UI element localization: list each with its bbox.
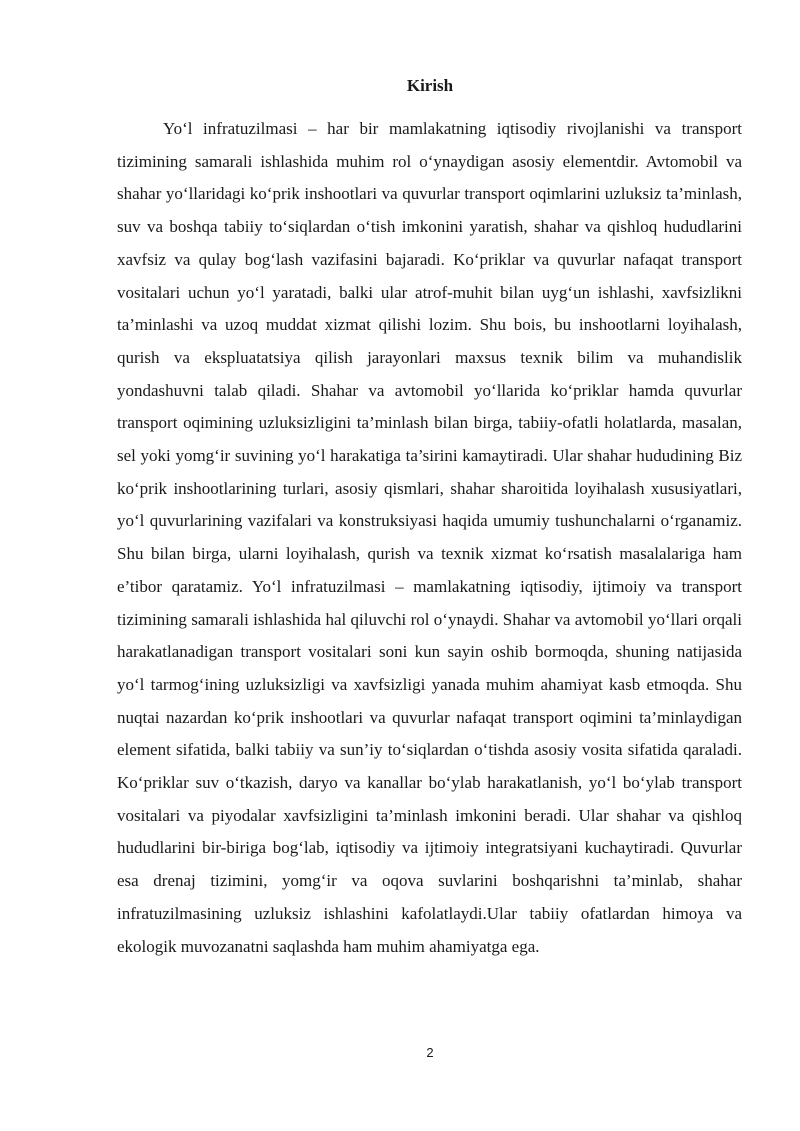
section-title: Kirish <box>406 76 454 95</box>
page-number: 2 <box>426 1045 434 1060</box>
paragraph: Yo‘l infratuzilmasi – har bir mamlakatning iqtisodiy rivojlanishi va transport tizimining samarali ishlashida muhim rol o‘ynaydigan asosiy elementdir. Avtomobil va shahar yo‘llaridagi ko‘prik inshootlari va quvurlar transport oqimlarini uzluksiz ta’minlash, suv va boshqa tabiiy to‘siqlardan o‘tish imkonini yaratish, shahar va qishloq hududlarini xavfsiz va qulay bog‘lash vazifasini bajaradi. Ko‘priklar va quvurlar nafaqat transport vositalari uchun yo‘l yaratadi, balki ular atrof-muhit bilan uyg‘un ishlashi, xavfsizlikni ta’minlashi va uzoq muddat xizmat qilishi lozim. Shu bois, bu inshootlarni loyihalash, qurish va ekspluatatsiya qilish jarayonlari maxsus texnik bilim va muhandislik yondashuvni talab qiladi. Shahar va avtomobil yo‘llarida ko‘priklar hamda quvurlar transport oqimining uzluksizligini ta’minlash bilan birga, tabiiy-ofatli holatlarda, masalan, sel yoki yomg‘ir suvining yo‘l harakatiga ta’sirini kamaytiradi. Ular shahar hududining Biz ko‘prik inshootlarining turlari, asosiy qismlari, shahar sharoitida loyihalash xususiyatlari, yo‘l quvurlarining vazifalari va konstruksiyasi haqida umumiy tushunchalarni o‘rganamiz. Shu bilan birga, ularni loyihalash, qurish va texnik xizmat ko‘rsatish masalalariga ham e’tibor qaratamiz. Yo‘l infratuzilmasi – mamlakatning iqtisodiy, ijtimoiy va transport tizimining samarali ishlashida hal qiluvchi rol o‘ynaydi. Shahar va avtomobil yo‘llari orqali harakatlanadigan transport vositalari soni kun sayin oshib bormoqda, shuning natijasida yo‘l tarmog‘ining uzluksizligi va xavfsizligi yanada muhim ahamiyat kasb etmoqda. Shu nuqtai nazardan ko‘prik inshootlari va quvurlar nafaqat transport oqimini ta’minlaydigan element sifatida, balki tabiiy va sun’iy to‘siqlardan o‘tishda asosiy vosita sifatida qaraladi. Ko‘priklar suv o‘tkazish, daryo va kanallar bo‘ylab harakatlanish, yo‘l bo‘ylab transport vositalari va piyodalar xavfsizligini ta’minlash imkonini beradi. Ular shahar va qishloq hududlarini bir-biriga bog‘lab, iqtisodiy va ijtimoiy integratsiyani kuchaytiradi. Quvurlar esa drenaj tizimini, yomg‘ir va oqova suvlarini boshqarishni ta’minlab, shahar infratuzilmasining uzluksiz ishlashini kafolatlaydi.Ular tabiiy ofatlardan himoya va ekologik muvozanatni saqlashda ham muhim ahamiyatga ega. <box>117 119 742 956</box>
body-text <box>117 113 742 963</box>
